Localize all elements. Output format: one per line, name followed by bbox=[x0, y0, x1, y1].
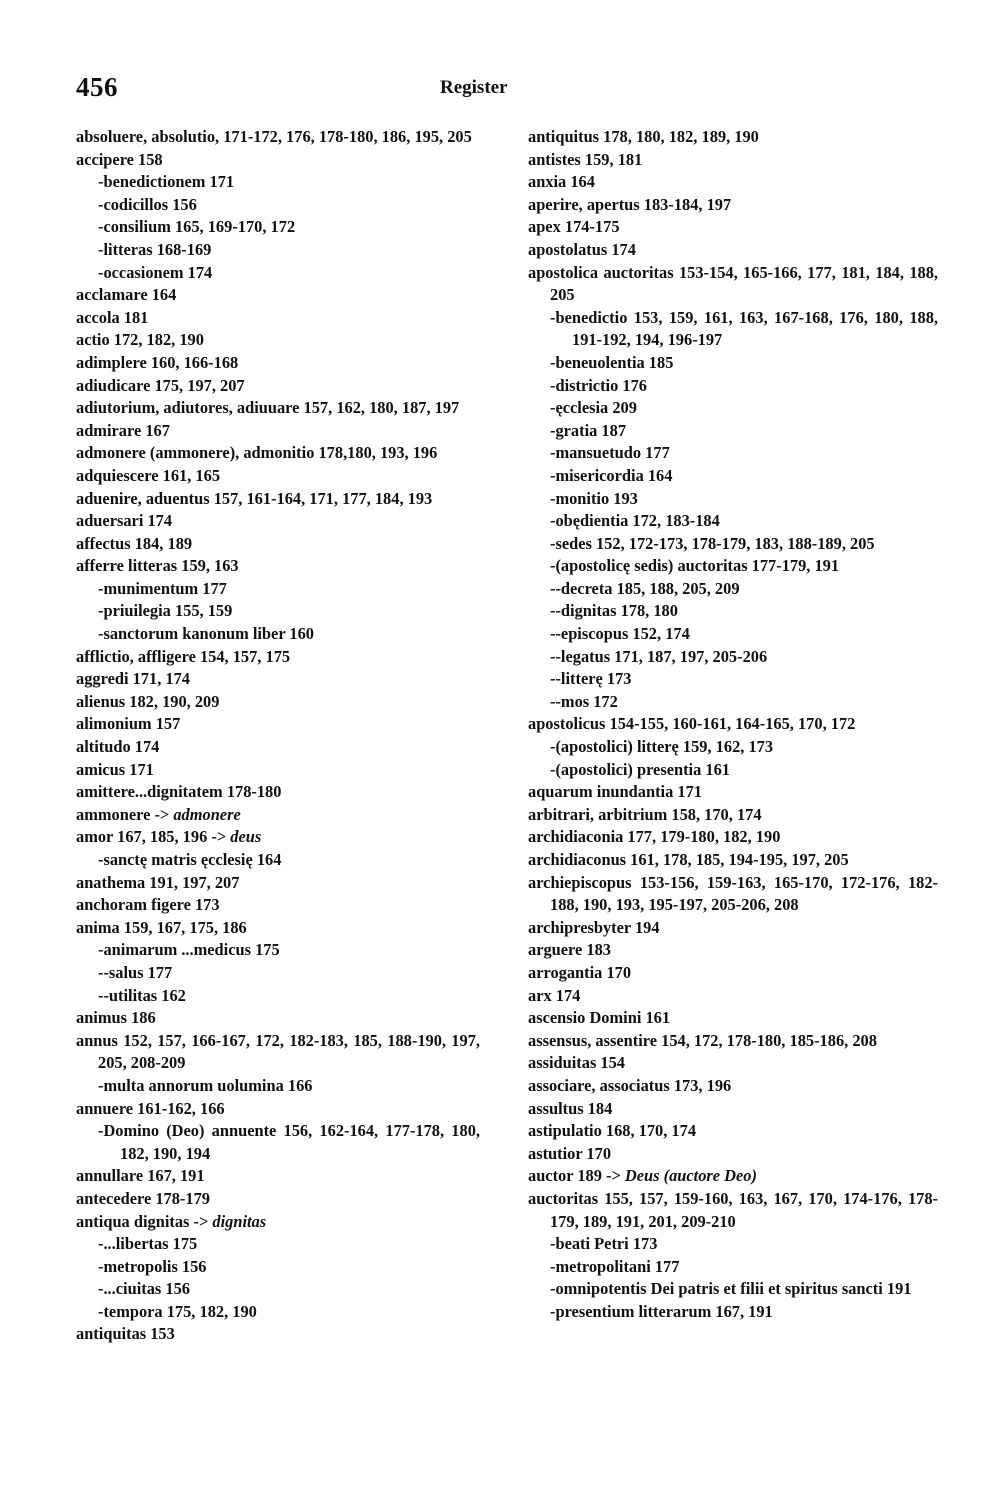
index-subentry bbox=[76, 216, 480, 239]
entry-text: --dignitas 178, 180 bbox=[550, 601, 678, 621]
index-entry bbox=[76, 488, 480, 511]
index-entry bbox=[528, 849, 938, 872]
entry-text: -presentium litterarum 167, 191 bbox=[550, 1301, 773, 1321]
entry-text: -animarum ...medicus 175 bbox=[98, 940, 280, 960]
entry-text: altitudo 174 bbox=[76, 737, 160, 757]
index-subentry bbox=[76, 194, 480, 217]
index-entry bbox=[528, 962, 938, 985]
index-entry bbox=[528, 826, 938, 849]
index-subentry bbox=[76, 1278, 480, 1301]
entry-text: -multa annorum uolumina 166 bbox=[98, 1075, 313, 1095]
index-subentry bbox=[528, 646, 938, 669]
index-entry bbox=[76, 826, 480, 849]
entry-text: -...libertas 175 bbox=[98, 1234, 198, 1254]
entry-text: amor 167, 185, 196 -> bbox=[76, 827, 227, 847]
index-entry bbox=[528, 149, 938, 172]
entry-text: ammonere -> bbox=[76, 804, 170, 824]
entry-text: animus 186 bbox=[76, 1008, 156, 1028]
index-entry bbox=[76, 307, 480, 330]
index-entry bbox=[528, 1098, 938, 1121]
index-entry bbox=[528, 239, 938, 262]
entry-text: actio 172, 182, 190 bbox=[76, 330, 204, 350]
index-subentry bbox=[76, 985, 480, 1008]
index-entry bbox=[76, 1165, 480, 1188]
index-subentry bbox=[528, 510, 938, 533]
entry-text: annuere 161-162, 166 bbox=[76, 1098, 225, 1118]
index-entry bbox=[528, 262, 938, 307]
index-entry bbox=[76, 781, 480, 804]
index-subentry bbox=[76, 849, 480, 872]
index-subentry bbox=[528, 736, 938, 759]
index-entry bbox=[528, 1007, 938, 1030]
entry-text: assiduitas 154 bbox=[528, 1053, 626, 1073]
index-column-left bbox=[76, 126, 480, 1346]
entry-text: -beati Petri 173 bbox=[550, 1234, 658, 1254]
index-subentry bbox=[528, 600, 938, 623]
index-entry bbox=[528, 1165, 938, 1188]
index-subentry bbox=[528, 352, 938, 375]
entry-text: arx 174 bbox=[528, 985, 581, 1005]
entry-text: acclamare 164 bbox=[76, 285, 177, 305]
entry-text: apostolatus 174 bbox=[528, 239, 636, 259]
entry-text: -metropolis 156 bbox=[98, 1256, 207, 1276]
entry-text: --legatus 171, 187, 197, 205-206 bbox=[550, 646, 768, 666]
entry-text: antistes 159, 181 bbox=[528, 149, 643, 169]
entry-text: antecedere 178-179 bbox=[76, 1188, 210, 1208]
index-subentry bbox=[76, 239, 480, 262]
entry-text: apostolicus 154-155, 160-161, 164-165, 170, 172 bbox=[528, 714, 856, 734]
entry-text: --litterę 173 bbox=[550, 669, 632, 689]
index-subentry bbox=[528, 397, 938, 420]
entry-text: -litteras 168-169 bbox=[98, 239, 212, 259]
entry-text: aggredi 171, 174 bbox=[76, 669, 190, 689]
index-entry bbox=[76, 329, 480, 352]
entry-text: archidiaconia 177, 179-180, 182, 190 bbox=[528, 827, 781, 847]
entry-text: antiquitas 153 bbox=[76, 1324, 175, 1344]
index-entry bbox=[528, 1143, 938, 1166]
index-entry bbox=[76, 284, 480, 307]
entry-text: --decreta 185, 188, 205, 209 bbox=[550, 578, 740, 598]
index-subentry bbox=[528, 442, 938, 465]
index-subentry bbox=[528, 307, 938, 352]
entry-text: assensus, assentire 154, 172, 178-180, 185-186, 208 bbox=[528, 1030, 877, 1050]
index-entry bbox=[528, 1075, 938, 1098]
index-entry bbox=[76, 759, 480, 782]
entry-text: annus 152, 157, 166-167, 172, 182-183, 185, 188-190, 197, 205, 208-209 bbox=[76, 1030, 480, 1073]
index-entry bbox=[76, 1007, 480, 1030]
entry-text: adimplere 160, 166-168 bbox=[76, 352, 239, 372]
entry-text: afflictio, affligere 154, 157, 175 bbox=[76, 646, 291, 666]
entry-text: anxia 164 bbox=[528, 172, 595, 192]
entry-text: archiepiscopus 153-156, 159-163, 165-170, 172-176, 182-188, 190, 193, 195-197, 205-206, 208 bbox=[528, 872, 938, 915]
index-subentry bbox=[76, 600, 480, 623]
entry-text: astipulatio 168, 170, 174 bbox=[528, 1121, 697, 1141]
index-entry bbox=[76, 420, 480, 443]
index-entry bbox=[528, 917, 938, 940]
entry-text: aquarum inundantia 171 bbox=[528, 782, 702, 802]
index-entry bbox=[76, 533, 480, 556]
index-entry bbox=[76, 149, 480, 172]
index-subentry bbox=[528, 420, 938, 443]
cross-reference: deus bbox=[230, 827, 262, 847]
index-subentry bbox=[528, 1256, 938, 1279]
entry-text: --episcopus 152, 174 bbox=[550, 624, 690, 644]
entry-text: -omnipotentis Dei patris et filii et spiritus sancti 191 bbox=[550, 1279, 912, 1299]
index-entry bbox=[76, 397, 480, 420]
entry-text: -misericordia 164 bbox=[550, 465, 673, 485]
cross-reference: admonere bbox=[173, 804, 241, 824]
entry-text: alimonium 157 bbox=[76, 714, 181, 734]
index-subentry bbox=[528, 759, 938, 782]
index-subentry bbox=[528, 691, 938, 714]
index-subentry bbox=[76, 1233, 480, 1256]
entry-text: -munimentum 177 bbox=[98, 578, 227, 598]
entry-text: -priuilegia 155, 159 bbox=[98, 601, 233, 621]
index-subentry bbox=[76, 1256, 480, 1279]
index-entry bbox=[528, 713, 938, 736]
entry-text: -sedes 152, 172-173, 178-179, 183, 188-189, 205 bbox=[550, 533, 875, 553]
entry-text: -...ciuitas 156 bbox=[98, 1279, 190, 1299]
index-entry bbox=[528, 985, 938, 1008]
page-number: 456 bbox=[76, 72, 118, 102]
index-subentry bbox=[528, 533, 938, 556]
index-subentry bbox=[76, 962, 480, 985]
index-subentry bbox=[76, 623, 480, 646]
index-entry bbox=[528, 1030, 938, 1053]
entry-text: adiutorium, adiutores, adiuuare 157, 162, 180, 187, 197 bbox=[76, 398, 460, 418]
entry-text: adquiescere 161, 165 bbox=[76, 465, 221, 485]
entry-text: apex 174-175 bbox=[528, 217, 620, 237]
entry-text: amittere...dignitatem 178-180 bbox=[76, 782, 282, 802]
entry-text: -beneuolentia 185 bbox=[550, 352, 674, 372]
entry-text: -(apostolici) presentia 161 bbox=[550, 759, 730, 779]
entry-text: aduenire, aduentus 157, 161-164, 171, 177, 184, 193 bbox=[76, 488, 433, 508]
entry-text: afferre litteras 159, 163 bbox=[76, 556, 239, 576]
entry-text: -ęcclesia 209 bbox=[550, 398, 637, 418]
entry-text: accola 181 bbox=[76, 307, 149, 327]
entry-text: annullare 167, 191 bbox=[76, 1166, 205, 1186]
index-entry bbox=[76, 375, 480, 398]
index-entry bbox=[76, 872, 480, 895]
entry-text: aduersari 174 bbox=[76, 511, 173, 531]
index-entry bbox=[76, 1030, 480, 1075]
entry-text: -obędientia 172, 183-184 bbox=[550, 511, 720, 531]
entry-text: -gratia 187 bbox=[550, 420, 627, 440]
index-entry bbox=[76, 126, 480, 149]
entry-text: -benedictionem 171 bbox=[98, 172, 235, 192]
index-entry bbox=[528, 126, 938, 149]
index-entry bbox=[76, 510, 480, 533]
index-subentry bbox=[76, 1120, 480, 1165]
entry-text: --utilitas 162 bbox=[98, 985, 186, 1005]
index-subentry bbox=[76, 939, 480, 962]
index-entry bbox=[528, 781, 938, 804]
entry-text: -sanctę matris ęcclesię 164 bbox=[98, 850, 282, 869]
entry-text: -occasionem 174 bbox=[98, 262, 213, 282]
index-entry bbox=[76, 1211, 480, 1234]
index-entry bbox=[76, 1323, 480, 1346]
index-subentry bbox=[528, 1301, 938, 1324]
entry-text: --mos 172 bbox=[550, 691, 618, 711]
index-subentry bbox=[76, 1075, 480, 1098]
entry-text: -Domino (Deo) annuente 156, 162-164, 177-178, 180, 182, 190, 194 bbox=[98, 1121, 480, 1163]
entry-text: antiquitus 178, 180, 182, 189, 190 bbox=[528, 127, 759, 146]
index-entry bbox=[76, 646, 480, 669]
index-subentry bbox=[76, 262, 480, 285]
entry-text: admonere (ammonere), admonitio 178,180, 193, 196 bbox=[76, 443, 438, 463]
entry-text: --salus 177 bbox=[98, 962, 173, 982]
index-entry bbox=[528, 1120, 938, 1143]
entry-text: assultus 184 bbox=[528, 1098, 613, 1118]
index-entry bbox=[528, 1052, 938, 1075]
entry-text: -codicillos 156 bbox=[98, 194, 197, 214]
entry-text: -monitio 193 bbox=[550, 488, 638, 508]
index-subentry bbox=[76, 171, 480, 194]
index-subentry bbox=[528, 375, 938, 398]
entry-text: -metropolitani 177 bbox=[550, 1256, 680, 1276]
entry-text: anima 159, 167, 175, 186 bbox=[76, 917, 247, 937]
index-entry bbox=[76, 1188, 480, 1211]
entry-text: auctor 189 -> bbox=[528, 1166, 621, 1186]
running-title: Register bbox=[440, 77, 508, 98]
index-subentry bbox=[76, 578, 480, 601]
index-entry bbox=[528, 171, 938, 194]
entry-text: amicus 171 bbox=[76, 759, 154, 779]
entry-text: affectus 184, 189 bbox=[76, 533, 193, 553]
index-entry bbox=[76, 917, 480, 940]
entry-text: -consilium 165, 169-170, 172 bbox=[98, 217, 296, 237]
cross-reference: dignitas bbox=[212, 1211, 267, 1231]
index-entry bbox=[76, 465, 480, 488]
index-subentry bbox=[76, 1301, 480, 1324]
entry-text: auctoritas 155, 157, 159-160, 163, 167, 170, 174-176, 178-179, 189, 191, 201, 209-210 bbox=[528, 1188, 938, 1231]
entry-text: antiqua dignitas -> bbox=[76, 1211, 209, 1231]
entry-text: admirare 167 bbox=[76, 420, 170, 440]
index-entry bbox=[76, 352, 480, 375]
index-entry bbox=[76, 713, 480, 736]
index-subentry bbox=[528, 465, 938, 488]
index-subentry bbox=[528, 623, 938, 646]
index-entry bbox=[76, 804, 480, 827]
index-subentry bbox=[528, 578, 938, 601]
entry-text: aperire, apertus 183-184, 197 bbox=[528, 194, 732, 214]
index-column-right bbox=[528, 126, 938, 1323]
entry-text: anchoram figere 173 bbox=[76, 895, 220, 915]
index-subentry bbox=[528, 1233, 938, 1256]
index-subentry bbox=[528, 1278, 938, 1301]
entry-text: archidiaconus 161, 178, 185, 194-195, 197, 205 bbox=[528, 850, 849, 869]
index-entry bbox=[528, 872, 938, 917]
index-entry bbox=[76, 668, 480, 691]
index-entry bbox=[76, 442, 480, 465]
entry-text: -(apostolicę sedis) auctoritas 177-179, 191 bbox=[550, 556, 840, 576]
index-subentry bbox=[528, 488, 938, 511]
entry-text: -(apostolici) litterę 159, 162, 173 bbox=[550, 737, 774, 757]
entry-text: arrogantia 170 bbox=[528, 962, 632, 982]
index-entry bbox=[76, 894, 480, 917]
index-entry bbox=[528, 804, 938, 827]
index-entry bbox=[528, 216, 938, 239]
index-entry bbox=[76, 736, 480, 759]
entry-text: astutior 170 bbox=[528, 1143, 612, 1163]
entry-text: accipere 158 bbox=[76, 149, 163, 169]
entry-text: -benedictio 153, 159, 161, 163, 167-168, 176, 180, 188, 191-192, 194, 196-197 bbox=[550, 307, 938, 350]
index-entry bbox=[528, 939, 938, 962]
entry-text: -districtio 176 bbox=[550, 375, 647, 395]
entry-text: arbitrari, arbitrium 158, 170, 174 bbox=[528, 804, 762, 824]
cross-reference: Deus (auctore Deo) bbox=[624, 1166, 757, 1186]
entry-text: absoluere, absolutio, 171-172, 176, 178-180, 186, 195, 205 bbox=[76, 127, 472, 146]
index-entry bbox=[76, 691, 480, 714]
entry-text: ascensio Domini 161 bbox=[528, 1008, 671, 1028]
index-entry bbox=[76, 555, 480, 578]
index-entry bbox=[528, 194, 938, 217]
entry-text: associare, associatus 173, 196 bbox=[528, 1075, 732, 1095]
entry-text: archipresbyter 194 bbox=[528, 917, 660, 937]
entry-text: -sanctorum kanonum liber 160 bbox=[98, 624, 314, 644]
entry-text: alienus 182, 190, 209 bbox=[76, 691, 220, 711]
entry-text: -mansuetudo 177 bbox=[550, 443, 670, 463]
entry-text: arguere 183 bbox=[528, 940, 611, 960]
index-entry bbox=[528, 1188, 938, 1233]
index-subentry bbox=[528, 555, 938, 578]
entry-text: anathema 191, 197, 207 bbox=[76, 872, 240, 892]
entry-text: adiudicare 175, 197, 207 bbox=[76, 375, 245, 395]
entry-text: apostolica auctoritas 153-154, 165-166, 177, 181, 184, 188, 205 bbox=[528, 262, 938, 305]
index-subentry bbox=[528, 668, 938, 691]
entry-text: -tempora 175, 182, 190 bbox=[98, 1301, 257, 1321]
index-entry bbox=[76, 1098, 480, 1121]
